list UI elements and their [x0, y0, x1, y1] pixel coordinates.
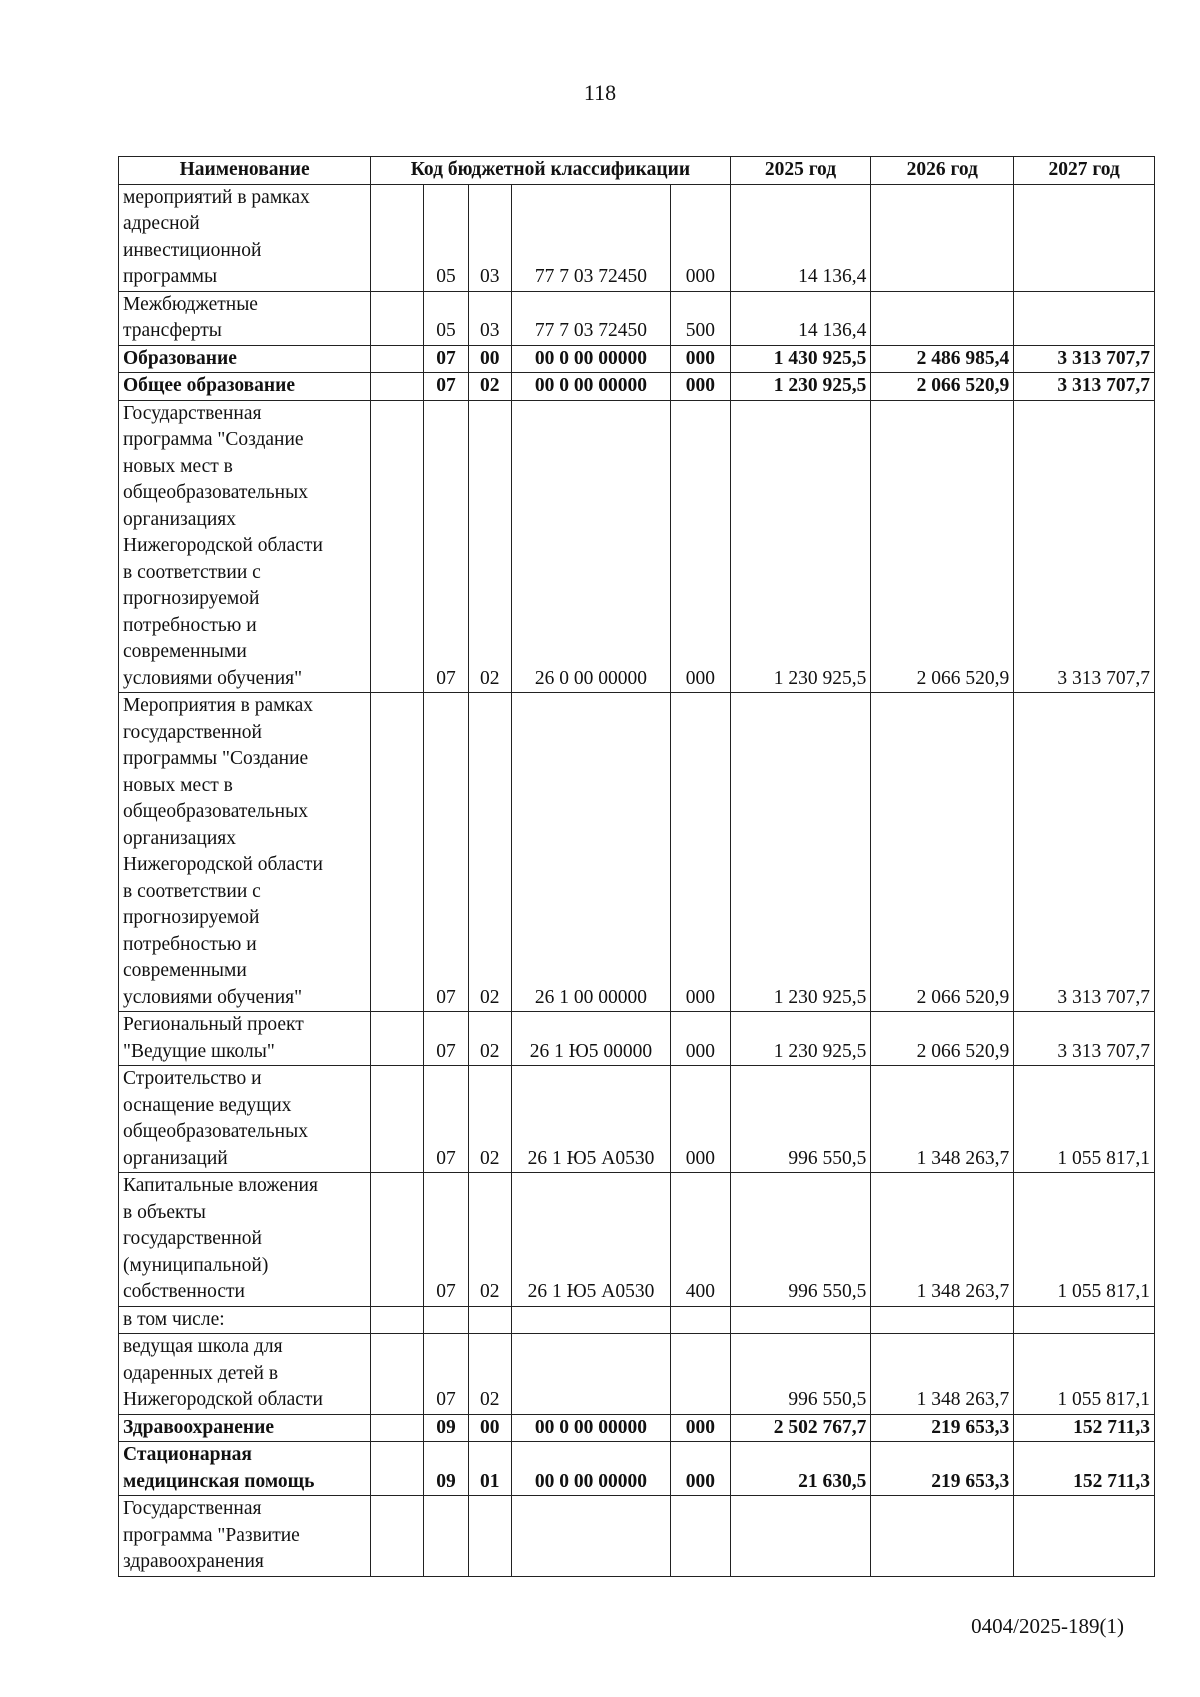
value-2027: 1 055 817,1 — [1014, 1173, 1155, 1307]
code-part-1 — [371, 345, 424, 373]
code-expense-type: 000 — [671, 400, 731, 693]
code-subsection: 03 — [468, 291, 511, 345]
code-section: 05 — [424, 184, 468, 291]
value-2025: 1 430 925,5 — [730, 345, 871, 373]
row-name: в том числе: — [119, 1306, 371, 1334]
header-name: Наименование — [119, 157, 371, 185]
budget-table — [118, 156, 1155, 1577]
code-part-1 — [371, 1442, 424, 1496]
value-2026: 219 653,3 — [871, 1414, 1014, 1442]
code-expense-type: 000 — [671, 1442, 731, 1496]
value-2025 — [730, 1496, 871, 1577]
value-2026: 2 066 520,9 — [871, 1012, 1014, 1066]
row-name: Здравоохранение — [119, 1414, 371, 1442]
table-row — [119, 1334, 1155, 1415]
code-part-1 — [371, 373, 424, 401]
code-expense-type: 000 — [671, 1414, 731, 1442]
code-expense-type — [671, 1334, 731, 1415]
code-part-1 — [371, 693, 424, 1012]
code-expense-type: 000 — [671, 373, 731, 401]
code-part-1 — [371, 291, 424, 345]
table-row — [119, 1414, 1155, 1442]
value-2026: 1 348 263,7 — [871, 1334, 1014, 1415]
code-subsection: 02 — [468, 1334, 511, 1415]
code-target-article: 00 0 00 00000 — [511, 345, 670, 373]
value-2025: 996 550,5 — [730, 1334, 871, 1415]
code-expense-type: 000 — [671, 1066, 731, 1173]
code-subsection: 02 — [468, 1012, 511, 1066]
value-2026: 2 066 520,9 — [871, 400, 1014, 693]
value-2025: 1 230 925,5 — [730, 1012, 871, 1066]
code-subsection: 02 — [468, 693, 511, 1012]
value-2026: 2 066 520,9 — [871, 693, 1014, 1012]
code-section: 07 — [424, 400, 468, 693]
table-row — [119, 1306, 1155, 1334]
code-section: 07 — [424, 345, 468, 373]
table-row — [119, 184, 1155, 291]
row-name: Государственная программа "Создание новых мест в общеобразовательных организациях Нижегородской области в соответствии с прогнозируемой потребностью и современными условиями обучения" — [119, 400, 371, 693]
code-section: 05 — [424, 291, 468, 345]
table-row — [119, 1496, 1155, 1577]
code-expense-type: 000 — [671, 1012, 731, 1066]
code-section: 07 — [424, 1173, 468, 1307]
table-row — [119, 1173, 1155, 1307]
code-part-1 — [371, 1496, 424, 1577]
code-target-article: 26 1 00 00000 — [511, 693, 670, 1012]
code-target-article — [511, 1496, 670, 1577]
row-name: Мероприятия в рамках государственной программы "Создание новых мест в общеобразовательных организациях Нижегородской области в соответствии с прогнозируемой потребностью и современными условиями обучения" — [119, 693, 371, 1012]
row-name: мероприятий в рамках адресной инвестиционной программы — [119, 184, 371, 291]
header-2025: 2025 год — [730, 157, 871, 185]
row-name: Строительство и оснащение ведущих общеобразовательных организаций — [119, 1066, 371, 1173]
code-section: 07 — [424, 693, 468, 1012]
table-row — [119, 1066, 1155, 1173]
value-2025: 14 136,4 — [730, 184, 871, 291]
code-part-1 — [371, 400, 424, 693]
value-2025 — [730, 1306, 871, 1334]
code-section: 07 — [424, 1066, 468, 1173]
code-target-article: 00 0 00 00000 — [511, 1414, 670, 1442]
value-2027: 3 313 707,7 — [1014, 345, 1155, 373]
table-row — [119, 373, 1155, 401]
code-target-article — [511, 1306, 670, 1334]
value-2027 — [1014, 184, 1155, 291]
value-2026 — [871, 1306, 1014, 1334]
code-target-article: 77 7 03 72450 — [511, 291, 670, 345]
code-expense-type — [671, 1306, 731, 1334]
value-2025: 1 230 925,5 — [730, 373, 871, 401]
page-number: 118 — [583, 80, 617, 105]
code-subsection — [468, 1496, 511, 1577]
value-2026 — [871, 291, 1014, 345]
value-2025: 996 550,5 — [730, 1173, 871, 1307]
code-target-article: 26 1 Ю5 00000 — [511, 1012, 670, 1066]
value-2027: 3 313 707,7 — [1014, 1012, 1155, 1066]
code-part-1 — [371, 184, 424, 291]
code-section: 09 — [424, 1414, 468, 1442]
value-2026 — [871, 1496, 1014, 1577]
code-subsection: 02 — [468, 400, 511, 693]
value-2026: 219 653,3 — [871, 1442, 1014, 1496]
row-name: Региональный проект "Ведущие школы" — [119, 1012, 371, 1066]
value-2026 — [871, 184, 1014, 291]
value-2027: 1 055 817,1 — [1014, 1066, 1155, 1173]
table-row — [119, 693, 1155, 1012]
document-code: 0404/2025-189(1) — [971, 1614, 1124, 1638]
value-2027 — [1014, 291, 1155, 345]
code-subsection: 02 — [468, 1173, 511, 1307]
value-2025: 1 230 925,5 — [730, 400, 871, 693]
row-name: Капитальные вложения в объекты государственной (муниципальной) собственности — [119, 1173, 371, 1307]
value-2027 — [1014, 1306, 1155, 1334]
code-section: 09 — [424, 1442, 468, 1496]
value-2027: 152 711,3 — [1014, 1414, 1155, 1442]
value-2027: 3 313 707,7 — [1014, 693, 1155, 1012]
code-target-article: 00 0 00 00000 — [511, 1442, 670, 1496]
value-2027: 3 313 707,7 — [1014, 400, 1155, 693]
value-2025: 996 550,5 — [730, 1066, 871, 1173]
table-row — [119, 291, 1155, 345]
value-2027: 152 711,3 — [1014, 1442, 1155, 1496]
header-2027: 2027 год — [1014, 157, 1155, 185]
code-section: 07 — [424, 373, 468, 401]
row-name: ведущая школа для одаренных детей в Нижегородской области — [119, 1334, 371, 1415]
table-row — [119, 1442, 1155, 1496]
code-section: 07 — [424, 1012, 468, 1066]
code-target-article: 00 0 00 00000 — [511, 373, 670, 401]
code-subsection: 00 — [468, 345, 511, 373]
code-target-article: 26 1 Ю5 А0530 — [511, 1066, 670, 1173]
code-target-article — [511, 1334, 670, 1415]
header-code: Код бюджетной классификации — [371, 157, 730, 185]
code-subsection — [468, 1306, 511, 1334]
code-expense-type: 400 — [671, 1173, 731, 1307]
code-part-1 — [371, 1066, 424, 1173]
code-part-1 — [371, 1173, 424, 1307]
value-2025: 2 502 767,7 — [730, 1414, 871, 1442]
value-2026: 2 486 985,4 — [871, 345, 1014, 373]
table-body — [119, 184, 1155, 1576]
header-2026: 2026 год — [871, 157, 1014, 185]
value-2027 — [1014, 1496, 1155, 1577]
value-2027: 3 313 707,7 — [1014, 373, 1155, 401]
table-row — [119, 1012, 1155, 1066]
code-section — [424, 1496, 468, 1577]
row-name: Государственная программа "Развитие здравоохранения — [119, 1496, 371, 1577]
table-row — [119, 400, 1155, 693]
code-expense-type: 000 — [671, 345, 731, 373]
code-target-article: 77 7 03 72450 — [511, 184, 670, 291]
value-2027: 1 055 817,1 — [1014, 1334, 1155, 1415]
code-target-article: 26 0 00 00000 — [511, 400, 670, 693]
code-part-1 — [371, 1306, 424, 1334]
value-2026: 1 348 263,7 — [871, 1066, 1014, 1173]
code-section — [424, 1306, 468, 1334]
code-expense-type: 000 — [671, 693, 731, 1012]
value-2026: 1 348 263,7 — [871, 1173, 1014, 1307]
table-header-row — [119, 157, 1155, 185]
code-expense-type — [671, 1496, 731, 1577]
value-2025: 14 136,4 — [730, 291, 871, 345]
value-2025: 21 630,5 — [730, 1442, 871, 1496]
code-part-1 — [371, 1334, 424, 1415]
code-section: 07 — [424, 1334, 468, 1415]
table-row — [119, 345, 1155, 373]
code-part-1 — [371, 1414, 424, 1442]
code-target-article: 26 1 Ю5 А0530 — [511, 1173, 670, 1307]
row-name: Стационарная медицинская помощь — [119, 1442, 371, 1496]
code-part-1 — [371, 1012, 424, 1066]
code-subsection: 01 — [468, 1442, 511, 1496]
code-expense-type: 500 — [671, 291, 731, 345]
code-subsection: 00 — [468, 1414, 511, 1442]
code-subsection: 03 — [468, 184, 511, 291]
value-2025: 1 230 925,5 — [730, 693, 871, 1012]
code-subsection: 02 — [468, 373, 511, 401]
row-name: Межбюджетные трансферты — [119, 291, 371, 345]
code-subsection: 02 — [468, 1066, 511, 1173]
row-name: Образование — [119, 345, 371, 373]
value-2026: 2 066 520,9 — [871, 373, 1014, 401]
code-expense-type: 000 — [671, 184, 731, 291]
row-name: Общее образование — [119, 373, 371, 401]
